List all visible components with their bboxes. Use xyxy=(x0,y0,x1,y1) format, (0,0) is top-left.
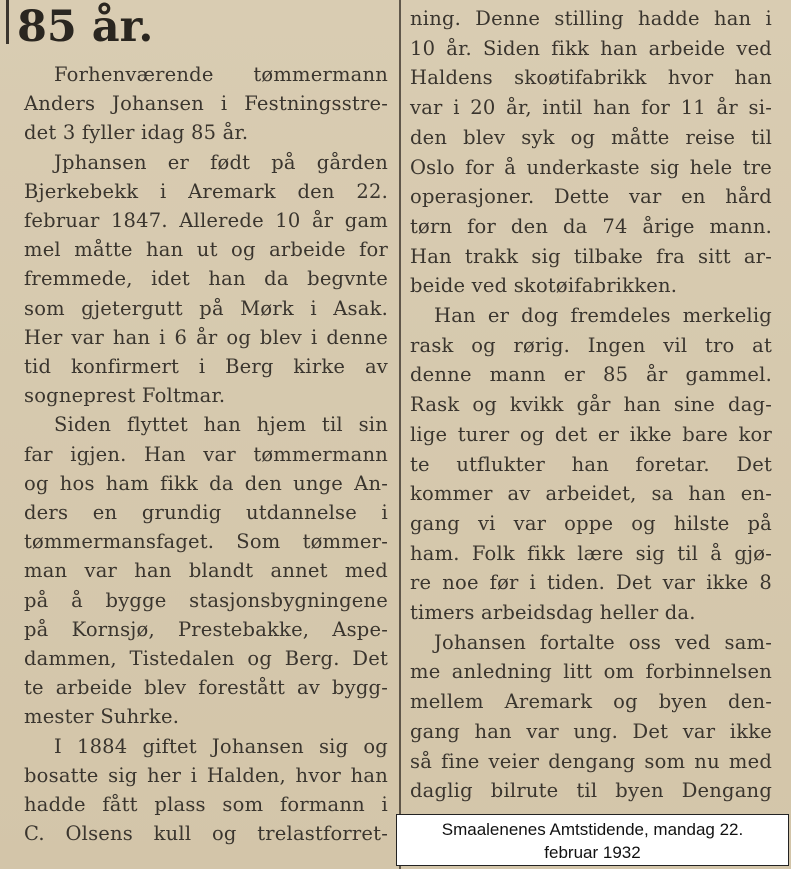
article-line: på Kornsjø, Prestebakke, Aspe- xyxy=(24,617,388,641)
article-line: ders en grundig utdannelse i xyxy=(24,501,388,524)
article-line: operasjoner. Dette var en hård xyxy=(410,185,772,209)
article-line: Han er dog fremdeles merkelig xyxy=(434,304,772,327)
article-line: Rask og kvikk går han sine dag- xyxy=(410,393,772,417)
source-caption xyxy=(396,814,789,866)
article-line: te arbeide blev forestått av bygg- xyxy=(24,676,388,700)
article-line: rask og rørig. Ingen vil tro at xyxy=(410,333,772,357)
article-line: Johansen fortalte oss ved sam- xyxy=(434,630,772,654)
article-line: var i 20 år, intil han for 11 år si- xyxy=(410,96,772,120)
article-line: Haldens skoøtifabrikk hvor han xyxy=(410,66,772,90)
article-line: Oslo for å underkaste sig hele tre xyxy=(410,155,772,179)
article-line: mel måtte han ut og arbeide for xyxy=(24,238,388,262)
article-line: tømmermansfaget. Som tømmer- xyxy=(24,530,388,554)
article-line: daglig bilrute til byen Dengang xyxy=(410,779,772,803)
article-line: som gjetergutt på Mørk i Asak. xyxy=(24,296,388,320)
article-line: sogneprest Foltmar. xyxy=(24,384,226,408)
article-line: beide ved skotøifabrikken. xyxy=(410,274,678,298)
article-line: te utflukter han foretar. Det xyxy=(410,452,772,476)
article-line: bosatte sig her i Halden, hvor han xyxy=(24,763,388,787)
article-line: re noe før i tiden. Det var ikke 8 xyxy=(410,571,772,595)
article-line: lige turer og det er ikke bare kor xyxy=(410,422,772,446)
article-line: 10 år. Siden fikk han arbeide ved xyxy=(410,36,772,60)
article-line: timers arbeidsdag heller da. xyxy=(410,601,696,624)
article-line: far igjen. Han var tømmermann xyxy=(24,442,388,466)
article-line: ning. Denne stilling hadde han i xyxy=(410,7,772,30)
article-line: mester Suhrke. xyxy=(24,705,180,729)
article-line: fremmede, idet han da begvnte xyxy=(24,267,388,291)
article-line: dammen, Tistedalen og Berg. Det xyxy=(24,647,388,670)
article-line: tid konfirmert i Berg kirke av xyxy=(24,355,388,378)
caption-line-2: februar 1932 xyxy=(544,843,641,862)
article-line: me anledning litt om forbinnelsen xyxy=(410,660,772,684)
article-line: C. Olsens kull og trelastforret- xyxy=(24,822,388,846)
article-line: den blev syk og måtte reise til xyxy=(410,125,772,149)
article-line: Han trakk sig tilbake fra sitt ar- xyxy=(410,244,772,268)
article-line: Her var han i 6 år og blev i denne xyxy=(24,325,388,349)
article-line: kommer av arbeidet, sa han en- xyxy=(410,482,772,506)
article-line: I 1884 giftet Johansen sig og xyxy=(54,734,388,758)
article-line: Jphansen er født på gården xyxy=(54,150,388,174)
article-line: man var han blandt annet med xyxy=(24,559,388,583)
article-line: Anders Johansen i Festningsstre- xyxy=(24,92,388,116)
article-line: det 3 fyller idag 85 år. xyxy=(24,121,249,145)
article-line: mellem Aremark og byen den- xyxy=(410,690,772,714)
article-line: Forhenværende tømmermann xyxy=(54,63,388,86)
article-line: gang vi var oppe og hilste på xyxy=(410,511,772,535)
article-line: gang han var ung. Det var ikke xyxy=(410,719,772,743)
article-line: på å bygge stasjonsbygningene xyxy=(24,588,388,612)
article-headline: 85 år. xyxy=(17,2,154,52)
article-line: hadde fått plass som formann i xyxy=(24,793,388,816)
article-line: februar 1847. Allerede 10 år gam xyxy=(24,209,388,232)
column-divider xyxy=(399,0,401,869)
article-line: denne mann er 85 år gammel. xyxy=(410,363,772,387)
article-line: så fine veier dengang som nu med xyxy=(410,749,772,773)
article-line: Bjerkebekk i Aremark den 22. xyxy=(24,179,388,203)
column-rule-left xyxy=(6,0,9,44)
article-line: og hos ham fikk da den unge An- xyxy=(24,471,388,495)
article-line: Siden flyttet han hjem til sin xyxy=(54,413,388,437)
caption-line-1: Smaalenenes Amtstidende, mandag 22. xyxy=(441,820,744,839)
article-line: ham. Folk fikk lære sig til å gjø- xyxy=(410,541,772,565)
article-line: tørn for den da 74 årige mann. xyxy=(410,214,772,238)
